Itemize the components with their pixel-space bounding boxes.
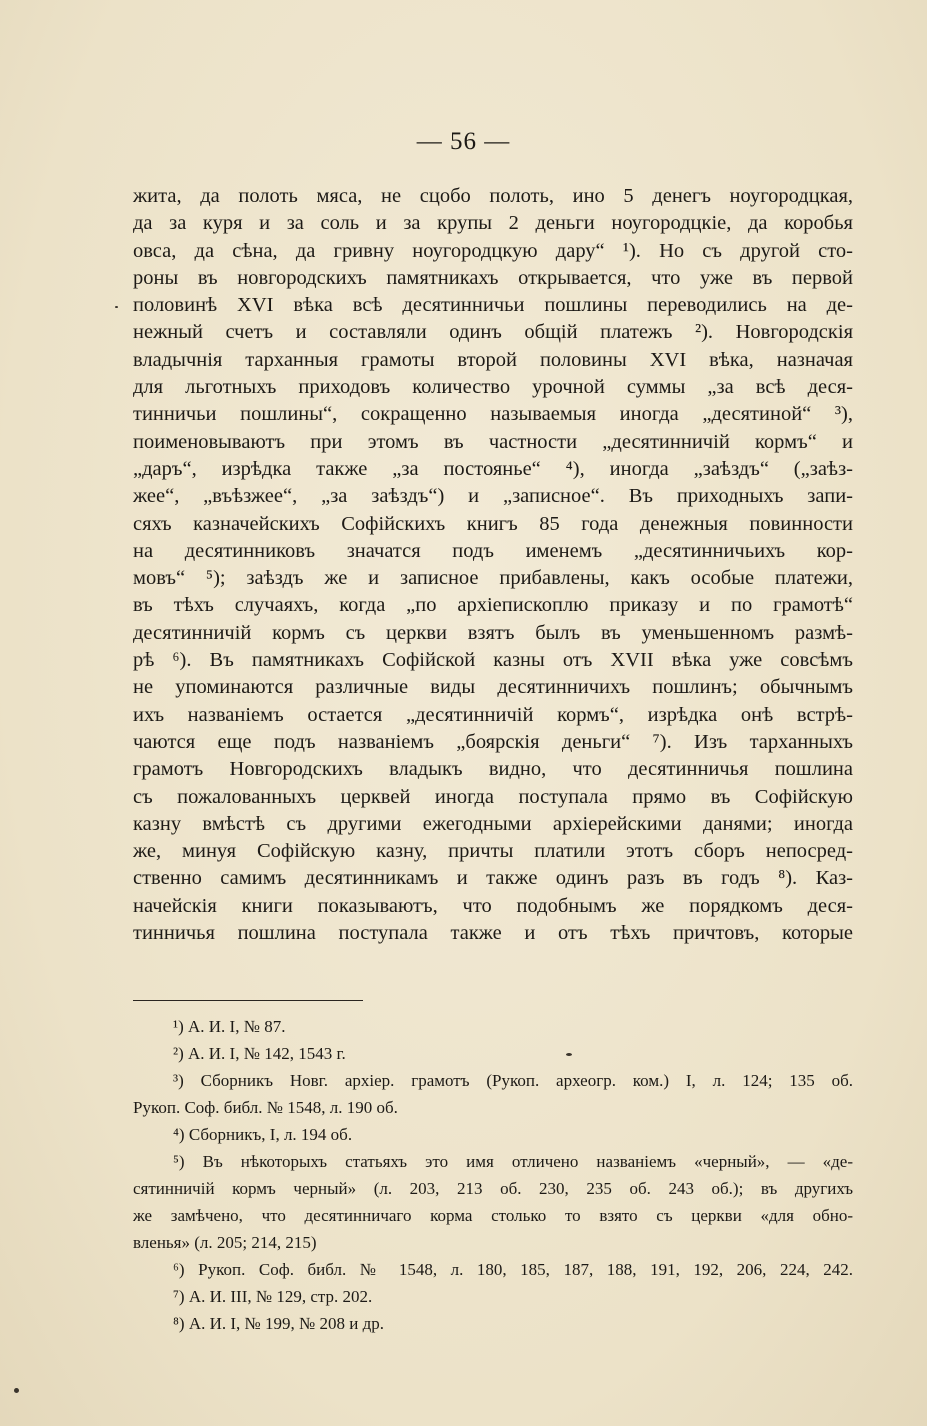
footnote: ⁵) Въ нѣкоторыхъ статьяхъ это имя отличено названіемъ «черный», — «де- [173,1152,853,1171]
text-line: владычнія тарханныя грамоты второй половины XVI вѣка, назначая [133,348,853,371]
text-line: не упоминаются различные виды десятинничихъ пошлинъ; обычнымъ [133,676,853,699]
paper-speck [115,306,118,308]
text-line: тинничья пошлина поступала также и отъ тѣхъ причтовъ, которые [133,922,853,945]
text-line: на десятинниковъ значатся подъ именемъ „десятинничьихъ кор- [133,539,853,562]
text-line: начейскія книги показываютъ, что подобнымъ же порядкомъ деся- [133,894,853,917]
text-line: десятинничій кормъ съ церкви взятъ былъ въ уменьшенномъ размѣ- [133,621,853,644]
text-line: съ пожалованныхъ церквей иногда поступала прямо въ Софійскую [133,785,853,808]
text-line: овса, да сѣна, да гривну ноугородцкую дару“ ¹). Но съ другой сто- [133,239,853,262]
page-number: — 56 — [416,128,511,155]
footnote: ¹) А. И. I, № 87. [173,1017,286,1036]
text-line: же, минуя Софійскую казну, причты платили этотъ сборъ непосред- [133,840,853,863]
text-line: ственно самимъ десятинникамъ и также одинъ разъ въ годъ ⁸). Каз- [133,867,853,890]
text-line: тинничьи пошлины“, сокращенно называемыя иногда „десятиной“ ³), [133,403,853,426]
footnote: ⁸) А. И. I, № 199, № 208 и др. [173,1314,384,1333]
text-line: нежный счетъ и составляли одинъ общій платежъ ²). Новгородскія [133,321,853,344]
footnote-continuation: сятинничій кормъ черный» (л. 203, 213 об. 230, 235 об. 243 об.); въ другихъ [133,1179,853,1198]
main-text [133,183,853,947]
text-line: въ тѣхъ случаяхъ, когда „по архіепископлю приказу и по грамотѣ“ [133,594,853,617]
text-line: рѣ ⁶). Въ памятникахъ Софійской казны отъ XVII вѣка уже совсѣмъ [133,649,853,672]
footnote-continuation: Рукоп. Соф. библ. № 1548, л. 190 об. [133,1098,398,1117]
footnote: ⁷) А. И. III, № 129, стр. 202. [173,1287,373,1306]
footnote: ⁴) Сборникъ, I, л. 194 об. [173,1125,353,1144]
footnote: ³) Сборникъ Новг. архіер. грамотъ (Рукоп. археогр. ком.) I, л. 124; 135 об. [173,1071,853,1090]
footnote: ⁶) Рукоп. Соф. библ. № 1548, л. 180, 185, 187, 188, 191, 192, 206, 224, 242. [173,1260,853,1279]
footnote-continuation: же замѣчено, что десятинничаго корма столько то взято съ церкви «для обно- [133,1206,853,1225]
text-line: поименовываютъ при этомъ въ частности „десятинничій кормъ“ и [133,430,853,453]
footnote-divider [133,1000,363,1001]
text-line: казну вмѣстѣ съ другими ежегодными архіерейскими данями; иногда [133,812,853,835]
footnote-continuation: вленья» (л. 205; 214, 215) [133,1233,317,1252]
footnote: ²) А. И. I, № 142, 1543 г. [173,1044,346,1063]
text-line: роны въ новгородскихъ памятникахъ открывается, что уже въ первой [133,266,853,289]
text-line: сяхъ казначейскихъ Софійскихъ книгъ 85 года денежныя повинности [133,512,853,535]
text-line: жее“, „въѣзжее“, „за заѣздъ“) и „записное“. Въ приходныхъ запи- [133,485,853,508]
text-line: „даръ“, изрѣдка также „за постоянье“ ⁴), иногда „заѣздъ“ („заѣз- [133,457,853,480]
text-line: половинѣ XVI вѣка всѣ десятинничьи пошлины переводились на де- [133,294,853,317]
text-line: жита, да полоть мяса, не сцобо полоть, ино 5 денегъ ноугородцкая, [133,185,853,207]
text-line: ихъ названіемъ остается „десятинничій кормъ“, изрѣдка онѣ встрѣ- [133,703,853,726]
text-line: мовъ“ ⁵); заѣздъ же и записное прибавлены, какъ особые платежи, [133,567,853,590]
paper-speck [566,1053,572,1056]
text-line: чаются еще подъ названіемъ „боярскія деньги“ ⁷). Изъ тарханныхъ [133,730,853,753]
text-line: грамотъ Новгородскихъ владыкъ видно, что десятинничья пошлина [133,758,853,781]
footnotes [133,1013,853,1337]
text-line: для льготныхъ приходовъ количество урочной суммы „за всѣ деся- [133,376,853,399]
text-line: да за куря и за соль и за крупы 2 деньги ноугородцкіе, да коробья [133,212,853,235]
paper-speck [14,1388,19,1393]
